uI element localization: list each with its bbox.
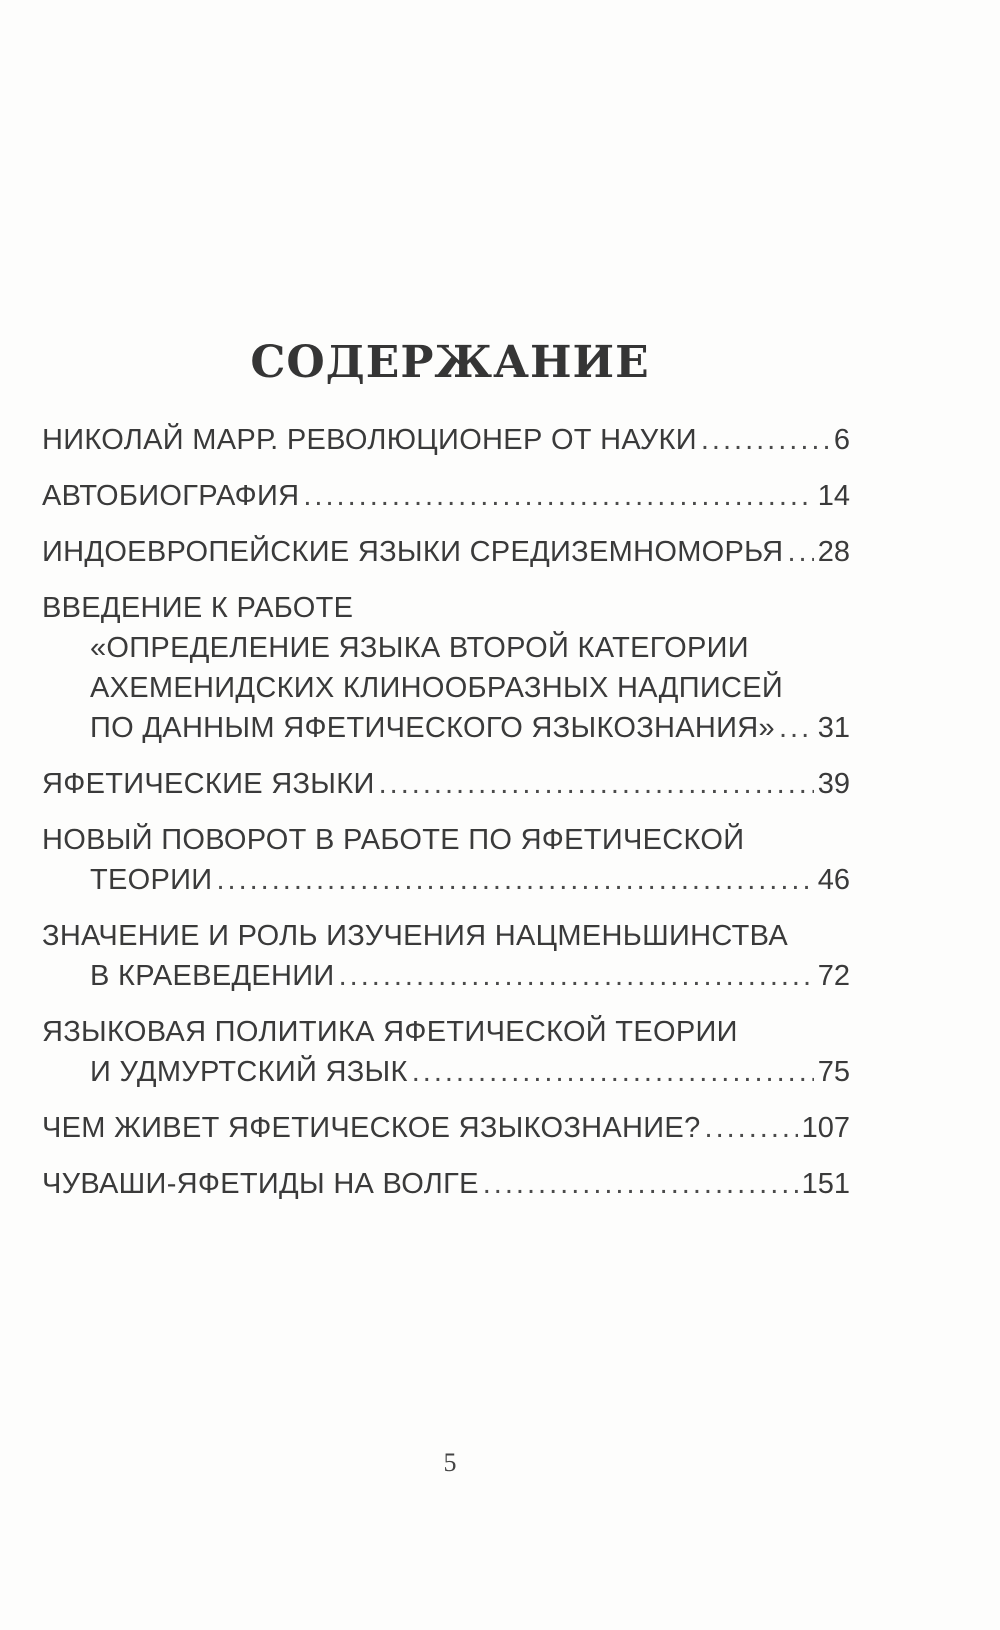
dot-leader bbox=[779, 708, 814, 748]
toc-entry bbox=[42, 764, 850, 804]
page-number-footer: 5 bbox=[443, 1448, 457, 1477]
toc-entry bbox=[42, 820, 850, 900]
toc-page-number: 151 bbox=[801, 1168, 850, 1200]
toc-page-number: 14 bbox=[817, 480, 850, 512]
toc-entry-title-continued: И УДМУРТСКИЙ ЯЗЫК bbox=[90, 1056, 408, 1088]
toc-entry-title: ЯФЕТИЧЕСКИЕ ЯЗЫКИ bbox=[42, 768, 375, 800]
toc-entry bbox=[42, 476, 850, 516]
toc-entry-title-continued: АХЕМЕНИДСКИХ КЛИНООБРАЗНЫХ НАДПИСЕЙ bbox=[90, 672, 784, 704]
toc-page-number: 39 bbox=[817, 768, 850, 800]
dot-leader bbox=[787, 532, 813, 572]
toc-entry bbox=[42, 532, 850, 572]
dot-leader bbox=[339, 956, 814, 996]
toc-page-number: 72 bbox=[817, 960, 850, 992]
toc-entry bbox=[42, 588, 850, 748]
toc-page-number: 6 bbox=[833, 424, 850, 456]
dot-leader bbox=[379, 764, 814, 804]
toc-page-number: 75 bbox=[817, 1056, 850, 1088]
dot-leader bbox=[701, 420, 830, 460]
dot-leader bbox=[705, 1108, 798, 1148]
toc-entry bbox=[42, 916, 850, 996]
toc-entry-title-continued: «ОПРЕДЕЛЕНИЕ ЯЗЫКА ВТОРОЙ КАТЕГОРИИ bbox=[90, 632, 749, 664]
dot-leader bbox=[412, 1052, 814, 1092]
toc-entry bbox=[42, 1012, 850, 1092]
toc-page-number: 46 bbox=[817, 864, 850, 896]
toc-entry-title: ЗНАЧЕНИЕ И РОЛЬ ИЗУЧЕНИЯ НАЦМЕНЬШИНСТВА bbox=[42, 920, 788, 952]
toc-entry-title-continued: ТЕОРИИ bbox=[90, 864, 213, 896]
toc-entry-title: ИНДОЕВРОПЕЙСКИЕ ЯЗЫКИ СРЕДИЗЕМНОМОРЬЯ bbox=[42, 536, 784, 568]
toc-entry-title: АВТОБИОГРАФИЯ bbox=[42, 480, 300, 512]
toc-page-number: 107 bbox=[801, 1112, 850, 1144]
toc-entry bbox=[42, 1108, 850, 1148]
toc-entry bbox=[42, 420, 850, 460]
table-of-contents bbox=[42, 420, 850, 1220]
toc-page-number: 28 bbox=[817, 536, 850, 568]
toc-entry-title-continued: ПО ДАННЫМ ЯФЕТИЧЕСКОГО ЯЗЫКОЗНАНИЯ» bbox=[90, 712, 775, 744]
toc-entry-title: НОВЫЙ ПОВОРОТ В РАБОТЕ ПО ЯФЕТИЧЕСКОЙ bbox=[42, 824, 745, 856]
toc-entry-title: ЧЕМ ЖИВЕТ ЯФЕТИЧЕСКОЕ ЯЗЫКОЗНАНИЕ? bbox=[42, 1112, 701, 1144]
toc-entry-title: ЯЗЫКОВАЯ ПОЛИТИКА ЯФЕТИЧЕСКОЙ ТЕОРИИ bbox=[42, 1016, 738, 1048]
toc-entry-title: ЧУВАШИ-ЯФЕТИДЫ НА ВОЛГЕ bbox=[42, 1168, 479, 1200]
dot-leader bbox=[303, 476, 813, 516]
toc-entry-title-continued: В КРАЕВЕДЕНИИ bbox=[90, 960, 335, 992]
contents-heading: СОДЕРЖАНИЕ bbox=[250, 337, 650, 388]
dot-leader bbox=[216, 860, 813, 900]
toc-entry-title: НИКОЛАЙ МАРР. РЕВОЛЮЦИОНЕР ОТ НАУКИ bbox=[42, 424, 697, 456]
dot-leader bbox=[483, 1164, 798, 1204]
toc-page-number: 31 bbox=[817, 712, 850, 744]
toc-entry-title: ВВЕДЕНИЕ К РАБОТЕ bbox=[42, 592, 354, 624]
toc-entry bbox=[42, 1164, 850, 1204]
